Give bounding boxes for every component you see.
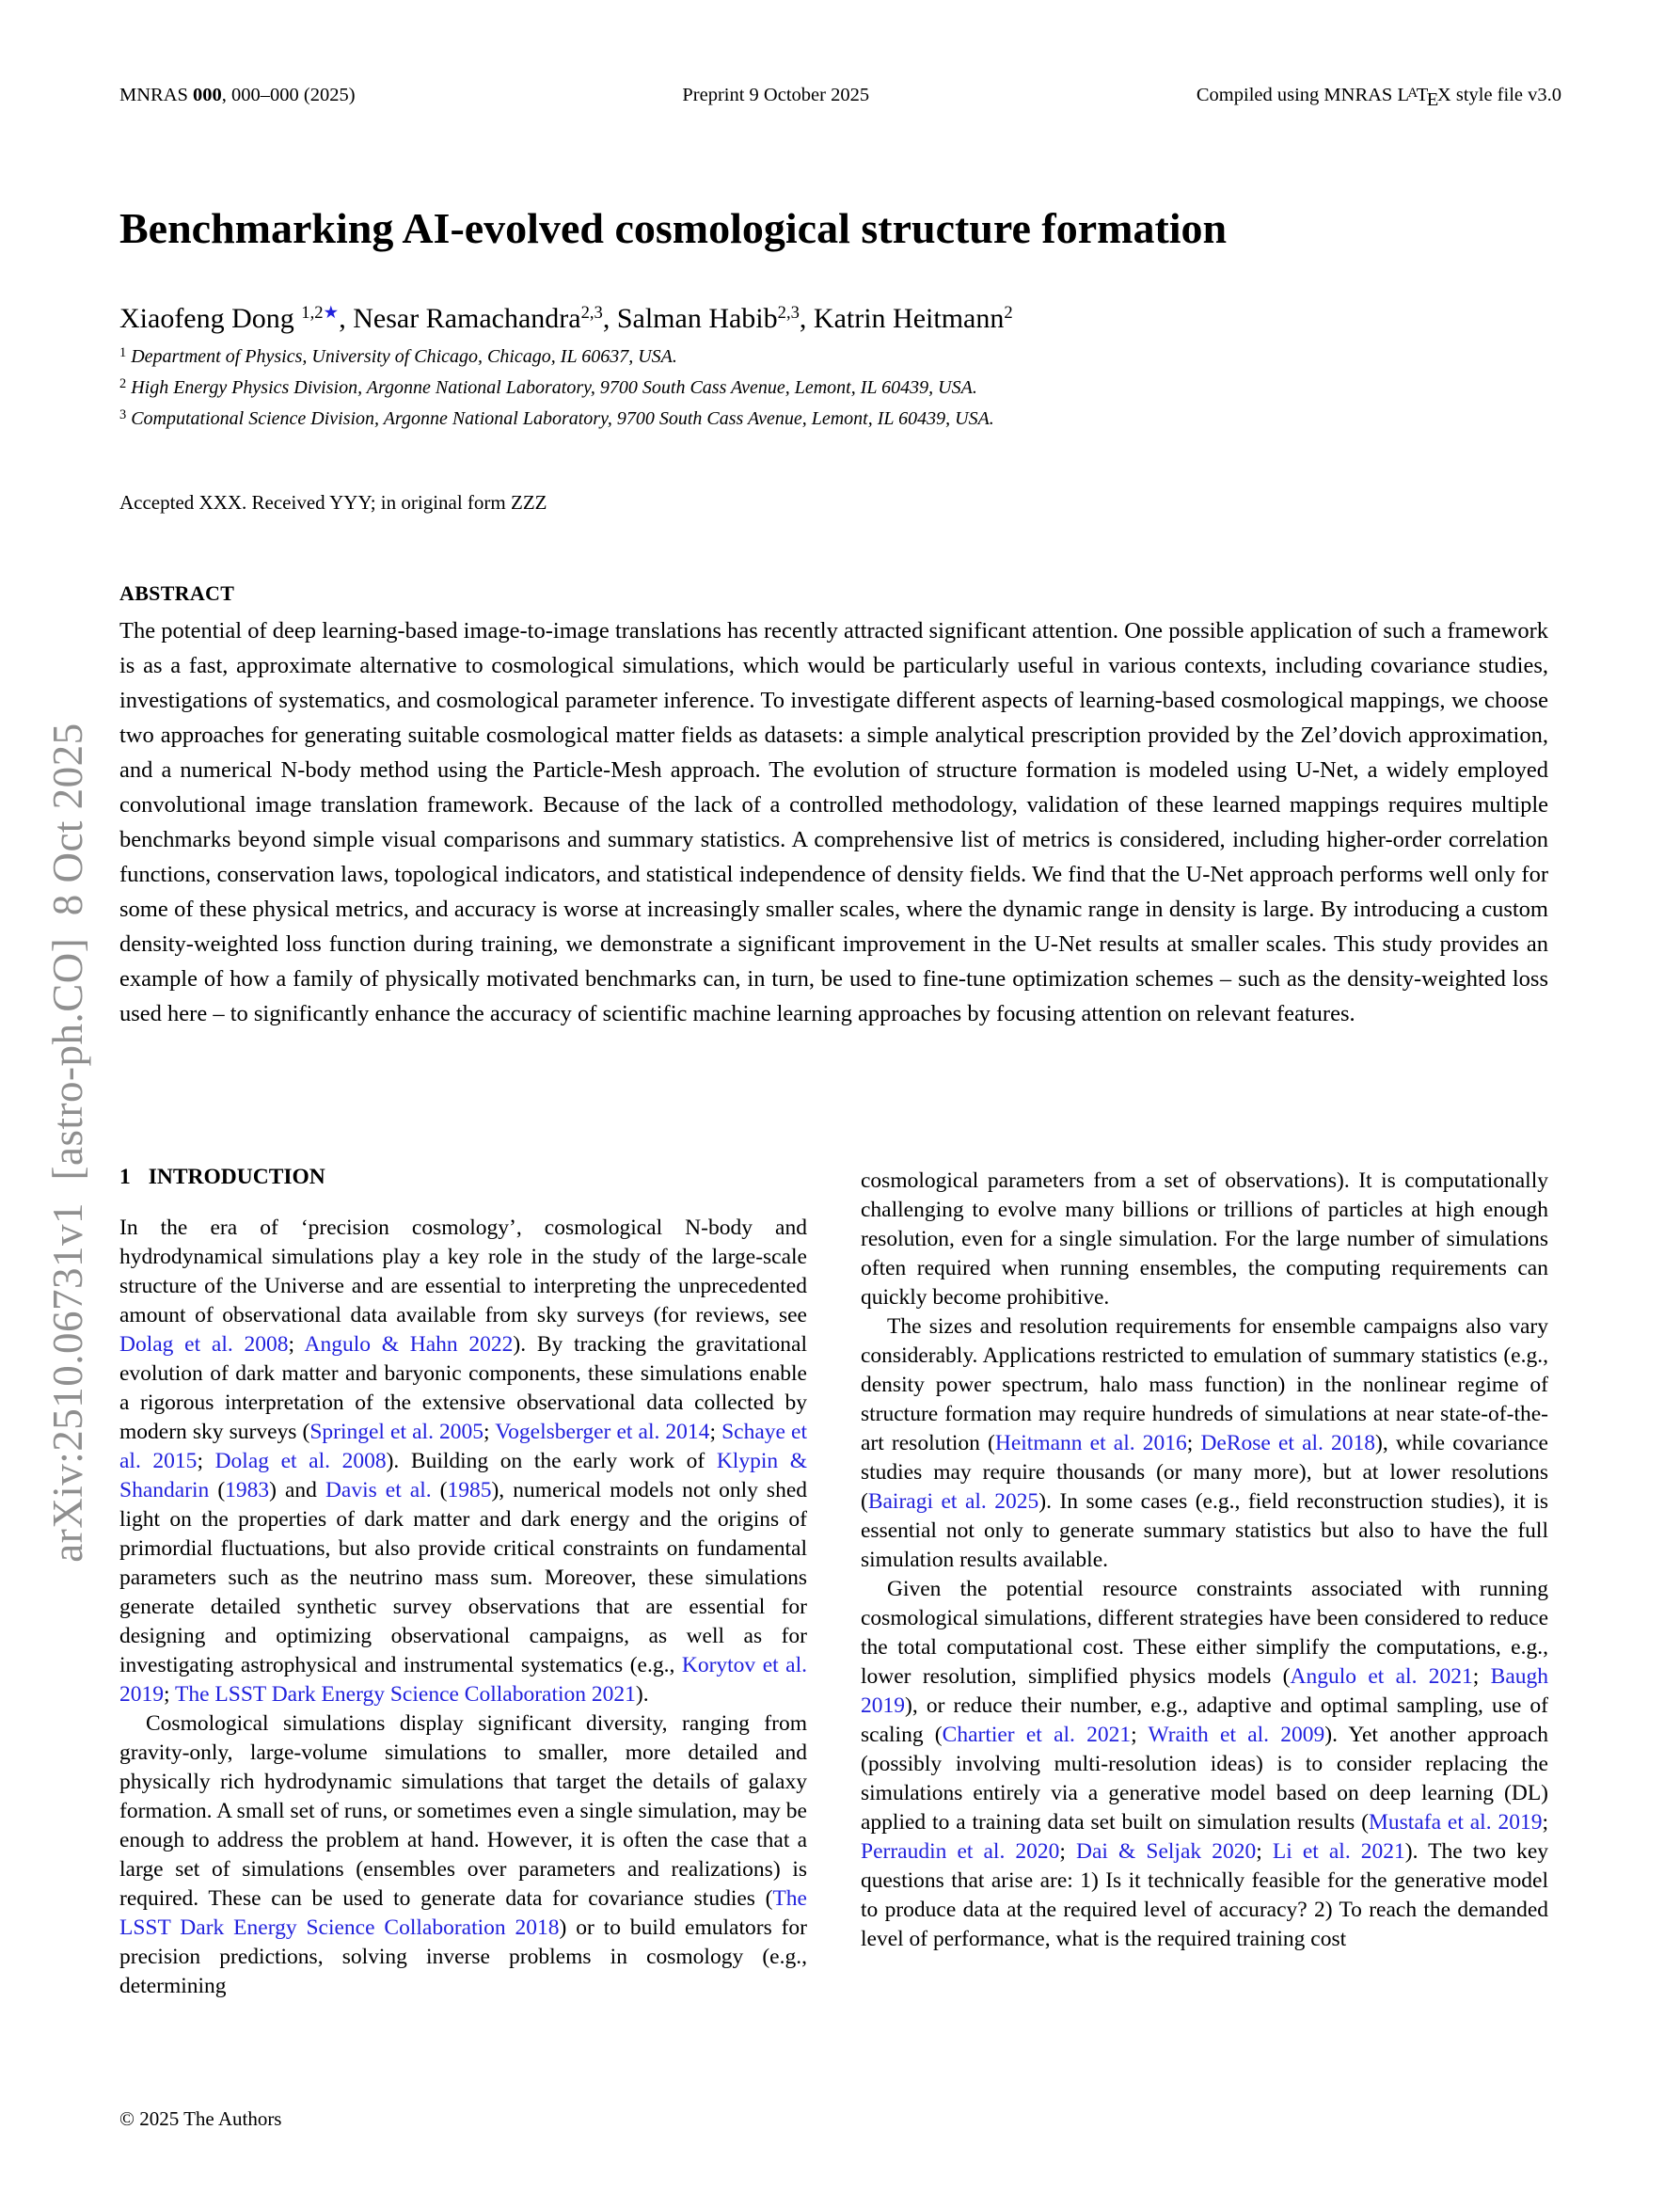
text-segment: ). Yet another approach (possibly involving multi-resolution ideas) is to consider replacing the simulations entirely via a generative model based on deep learning (DL) applied to a training data set built on simulation results ( bbox=[861, 1723, 1548, 1835]
citation-link[interactable]: Angulo & Hahn 2022 bbox=[304, 1332, 514, 1357]
intro-paragraph bbox=[861, 1575, 1548, 1954]
citation-link[interactable]: Klypin & Shandarin bbox=[119, 1449, 807, 1502]
citation-link[interactable]: DeRose et al. 2018 bbox=[1200, 1431, 1376, 1455]
text-segment: ; bbox=[197, 1449, 215, 1473]
citation-link[interactable]: Davis et al. bbox=[325, 1478, 432, 1502]
affiliation-2 bbox=[119, 373, 1561, 405]
text-segment: MNRAS bbox=[119, 85, 194, 105]
citation-link[interactable]: Angulo et al. 2021 bbox=[1290, 1664, 1473, 1689]
accepted-line: Accepted XXX. Received YYY; in original form ZZZ bbox=[119, 491, 547, 514]
text-segment: 2,3 bbox=[777, 303, 800, 324]
text-segment: ; bbox=[1186, 1431, 1201, 1455]
text-segment: Given the potential resource constraints associated with running cosmological simulations, different strategies have been considered to reduce the total computational cost. These either simplify the computations, e.g., lower resolution, simplified physics models ( bbox=[861, 1577, 1548, 1689]
text-segment: ; bbox=[288, 1332, 305, 1357]
journal-reference bbox=[119, 85, 356, 106]
text-segment: A bbox=[1407, 85, 1418, 101]
citation-link[interactable]: Perraudin et al. 2020 bbox=[861, 1839, 1060, 1864]
text-segment: ; bbox=[1059, 1839, 1077, 1864]
text-segment: ). In some cases (e.g., field reconstruction studies), it is essential not only to generate summary statistics but also to have the full simulation results available. bbox=[861, 1489, 1549, 1572]
text-segment: ), or reduce their number, e.g., adaptive and optimal sampling, use of scaling ( bbox=[861, 1693, 1548, 1747]
text-segment: Compiled using MNRAS L bbox=[1196, 85, 1409, 105]
affiliations bbox=[119, 342, 1561, 436]
citation-link[interactable]: Korytov et al. 2019 bbox=[119, 1653, 808, 1707]
text-segment: ). By tracking the gravitational evolution of dark matter and baryonic components, these simulations enable a rigorous interpretation of the extensive observational data collected by modern sky surveys ( bbox=[119, 1332, 807, 1444]
text-segment: ( bbox=[431, 1478, 448, 1502]
text-segment: 000 bbox=[193, 85, 222, 105]
affiliation-text: High Energy Physics Division, Argonne National Laboratory, 9700 South Cass Avenue, Lemont, IL 60439, USA. bbox=[131, 377, 977, 398]
affiliation-text: Computational Science Division, Argonne National Laboratory, 9700 South Cass Avenue, Lemont, IL 60439, USA. bbox=[131, 408, 994, 429]
citation-link[interactable]: Dolag et al. 2008 bbox=[119, 1332, 289, 1357]
intro-left-column bbox=[119, 1214, 807, 2001]
citation-link[interactable]: Bairagi et al. 2025 bbox=[867, 1489, 1039, 1514]
abstract-heading: ABSTRACT bbox=[119, 581, 235, 605]
intro-right-column bbox=[861, 1167, 1548, 1954]
text-segment: ; bbox=[709, 1420, 722, 1444]
text-segment: cosmological parameters from a set of observations). It is computationally challenging to evolve many billions or trillions of particles at high enough resolution, even for a single simulation. For the large number of simulations often required when running ensembles, the computing requirements can quickly become prohibitive. bbox=[861, 1168, 1548, 1310]
citation-link[interactable]: Heitmann et al. 2016 bbox=[994, 1431, 1187, 1455]
citation-link[interactable]: Wraith et al. 2009 bbox=[1148, 1723, 1325, 1747]
text-segment: ; bbox=[164, 1682, 175, 1707]
text-segment: In the era of ‘precision cosmology’, cosmological N-body and hydrodynamical simulations play a key role in the study of the large-scale structure of the Universe and are essential to interpreting the unprecedented amount of observational data available from sky surveys (for reviews, see bbox=[119, 1216, 807, 1327]
text-segment: ). Building on the early work of bbox=[386, 1449, 717, 1473]
citation-link[interactable]: The LSST Dark Energy Science Collaboration 2021 bbox=[174, 1682, 636, 1707]
text-segment: 2,3 bbox=[580, 303, 603, 324]
text-segment: , 000–000 (2025) bbox=[221, 85, 356, 105]
citation-link[interactable]: ★ bbox=[323, 303, 340, 324]
text-segment: 1,2 bbox=[301, 303, 324, 324]
text-segment: , Nesar Ramachandra bbox=[339, 303, 581, 334]
preprint-date: Preprint 9 October 2025 bbox=[682, 85, 870, 105]
affiliation-marker: 2 bbox=[119, 375, 127, 391]
citation-link[interactable]: Vogelsberger et al. 2014 bbox=[495, 1420, 710, 1444]
affiliation-3 bbox=[119, 405, 1561, 436]
abstract-text: The potential of deep learning-based image-to-image translations has recently attracted significant attention. One possible application of such a framework is as a fast, approximate alternative to cosmological simulations, which would be particularly useful in various contexts, including covariance studies, investigations of systematics, and cosmological parameter inference. To investigate different aspects of learning-based cosmological mappings, we choose two approaches for generating suitable cosmological matter fields as datasets: a simple analytical prescription provided by the Zel’dovich approximation, and a numerical N-body method using the Particle-Mesh approach. The evolution of structure formation is modeled using U-Net, a widely employed convolutional image translation framework. Because of the lack of a controlled methodology, validation of these learned mappings requires multiple benchmarks beyond simple visual comparisons and summary statistics. A comprehensive list of metrics is considered, including higher-order correlation functions, conservation laws, topological indicators, and statistical independence of density fields. We find that the U-Net approach performs well only for some of these physical metrics, and accuracy is worse at increasingly smaller scales, where the dynamic range in density is large. By introducing a custom density-weighted loss function during training, we demonstrate a significant improvement in the U-Net results at smaller scales. This study provides an example of how a family of physically motivated benchmarks can, in turn, be used to fine-tune optimization schemes – such as the density-weighted loss used here – to significantly enhance the accuracy of scientific machine learning approaches by focusing attention on relevant features. bbox=[119, 618, 1548, 1026]
text-segment: ; bbox=[1131, 1723, 1149, 1747]
citation-link[interactable]: Dai & Seljak 2020 bbox=[1076, 1839, 1257, 1864]
affiliation-text: Department of Physics, University of Chicago, Chicago, IL 60637, USA. bbox=[131, 346, 677, 367]
text-segment: X style file v3.0 bbox=[1436, 85, 1561, 105]
intro-paragraph bbox=[861, 1167, 1548, 1312]
text-segment: 2 bbox=[1004, 303, 1013, 324]
citation-link[interactable]: The LSST Dark Energy Science Collaboration 2018 bbox=[119, 1886, 807, 1940]
section-number: 1 bbox=[119, 1165, 131, 1189]
text-segment: The sizes and resolution requirements for ensemble campaigns also vary considerably. Applications restricted to emulation of summary statistics (e.g., density power spectrum, halo mass function) in the nonlinear regime of structure formation may require hundreds of simulations at near state-of-the-art resolution ( bbox=[861, 1314, 1548, 1455]
intro-paragraph bbox=[861, 1312, 1548, 1575]
text-segment: ), numerical models not only shed light on the properties of dark matter and dark energy and the origins of primordial fluctuations, but also provide critical constraints on fundamental parameters such as the neutrino mass sum. Moreover, these simulations generate detailed synthetic survey observations that are essential for designing and optimizing observational campaigns, as well as for investigating astrophysical and instrumental systematics (e.g., bbox=[119, 1478, 808, 1677]
text-segment: ) and bbox=[269, 1478, 325, 1502]
text-segment: ; bbox=[483, 1420, 496, 1444]
section-title: INTRODUCTION bbox=[148, 1165, 325, 1189]
text-segment: , Salman Habib bbox=[602, 303, 778, 334]
affiliation-1 bbox=[119, 342, 1561, 373]
text-segment: E bbox=[1426, 88, 1439, 110]
arxiv-watermark: arXiv:2510.06731v1 [astro-ph.CO] 8 Oct 2025 bbox=[44, 723, 91, 1563]
citation-link[interactable]: Baugh 2019 bbox=[861, 1664, 1548, 1718]
text-segment: ). bbox=[635, 1682, 649, 1707]
citation-link[interactable]: 1983 bbox=[225, 1478, 270, 1502]
citation-link[interactable]: Schaye et al. 2015 bbox=[119, 1420, 807, 1473]
text-segment: ; bbox=[1542, 1810, 1548, 1835]
text-segment: Cosmological simulations display significant diversity, ranging from gravity-only, large-volume simulations to smaller, more detailed and physically rich hydrodynamic simulations that target the details of galaxy formation. A small set of runs, or sometimes even a single simulation, may be enough to address the problem at hand. However, it is often the case that a large set of simulations (ensembles over parameters and realizations) is required. These can be used to generate data for covariance studies ( bbox=[119, 1711, 807, 1911]
text-segment: ; bbox=[1472, 1664, 1491, 1689]
affiliation-marker: 3 bbox=[119, 406, 127, 422]
intro-paragraph bbox=[119, 1709, 807, 2001]
text-segment: , Katrin Heitmann bbox=[799, 303, 1005, 334]
intro-paragraph bbox=[119, 1214, 807, 1709]
citation-link[interactable]: 1985 bbox=[447, 1478, 492, 1502]
text-segment: ( bbox=[209, 1478, 226, 1502]
text-segment: ). The two key questions that arise are: 1) Is it technically feasible for the generative model to produce data at the required level of accuracy? 2) To reach the demanded level of performance, what is the required training cost bbox=[861, 1839, 1549, 1951]
citation-link[interactable]: Li et al. 2021 bbox=[1272, 1839, 1405, 1864]
citation-link[interactable]: Dolag et al. 2008 bbox=[214, 1449, 387, 1473]
text-segment: ) or to build emulators for precision predictions, solving inverse problems in cosmology (e.g., determining bbox=[119, 1915, 808, 1998]
paper-title: Benchmarking AI-evolved cosmological structure formation bbox=[119, 204, 1228, 252]
author-line bbox=[119, 303, 1561, 335]
text-segment: T bbox=[1416, 85, 1429, 105]
copyright-note: © 2025 The Authors bbox=[119, 2107, 282, 2130]
citation-link[interactable]: Mustafa et al. 2019 bbox=[1369, 1810, 1543, 1835]
journal-header bbox=[119, 85, 1561, 111]
citation-link[interactable]: Springel et al. 2005 bbox=[309, 1420, 484, 1444]
text-segment: ), while covariance studies may require thousands (or many more), but at lower resolutions ( bbox=[861, 1431, 1548, 1514]
citation-link[interactable]: Chartier et al. 2021 bbox=[942, 1723, 1132, 1747]
text-segment: Xiaofeng Dong bbox=[119, 303, 302, 334]
text-segment: ; bbox=[1256, 1839, 1273, 1864]
affiliation-marker: 1 bbox=[119, 344, 127, 360]
compiled-note bbox=[1197, 85, 1561, 111]
section-heading-introduction bbox=[119, 1165, 325, 1190]
